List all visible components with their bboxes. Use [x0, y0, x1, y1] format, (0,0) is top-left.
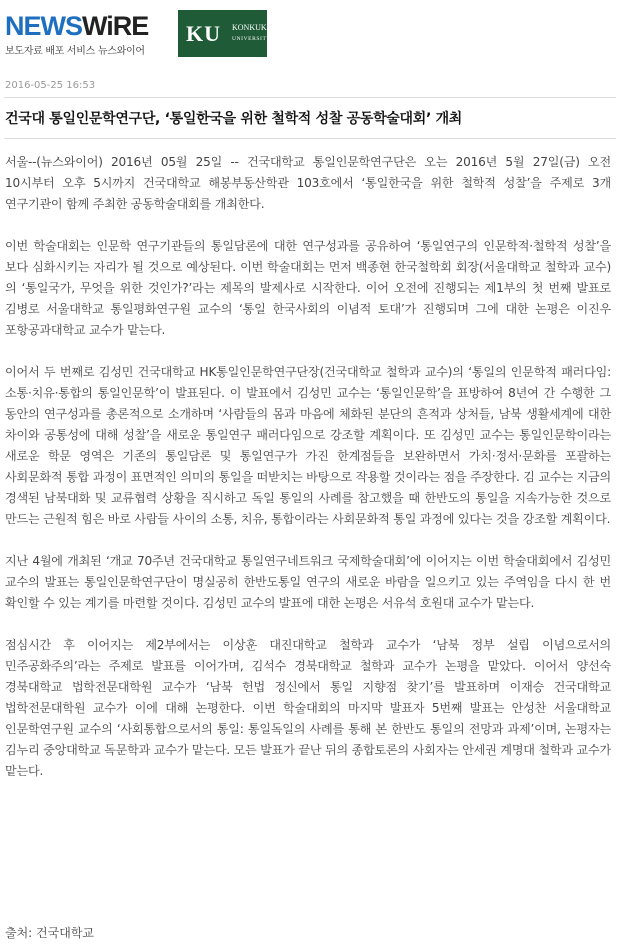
- article-paragraph-1: 서울--(뉴스와이어) 2016년 05월 25일 -- 건국대학교 통일인문학연구단은 오는 2016년 5월 27일(금) 오전 10시부터 오후 5시까지 건국대학교 해봉부동산학관 103호에서 ‘통일한국을 위한 철학적 성찰’을 주제로 3개 연구기관이 함께 주최한 공동학술대회를 개최한다.: [5, 155, 611, 211]
- newswire-logo[interactable]: [5, 12, 148, 57]
- article-paragraph-5: 점심시간 후 이어지는 제2부에서는 이상훈 대진대학교 철학과 교수가 ‘남북 정부 설립 이념으로서의 민주공화주의’라는 주제로 발표를 이어가며, 김석수 경북대학교 철학과 교수가 논평을 맡았다. 이어서 양선숙 경북대학교 법학전문대학원 교수가 ‘남북 헌법 정신에서 통일 지향점 찾기’를 발표하며 이재승 건국대학교 법학전문대학원 교수가 이에 대해 논평한다. 이번 학술대회의 마지막 발표자 5번째 발표는 안성찬 서울대학교 인문학연구원 교수의 ‘사회통합으로서의 통일: 통일독일의 사례를 통해 본 한반도 통일의 전망과 과제’이며, 논평자는 김누리 중앙대학교 독문학과 교수가 맡는다. 모든 발표가 끝난 뒤의 종합토론의 사회자는 안세권 계명대 철학과 교수가 맡는다.: [5, 638, 611, 778]
- ku-logo-line1: KONKUK: [232, 23, 267, 32]
- title-divider-top: [4, 97, 616, 98]
- article-date: 2016-05-25 16:53: [5, 80, 96, 91]
- article-source: 출처: 건국대학교: [5, 926, 95, 940]
- newswire-tagline: 보도자료 배포 서비스 뉴스와이어: [5, 46, 145, 57]
- ku-mark: KU: [186, 20, 221, 46]
- article-paragraph-3: 이어서 두 번째로 김성민 건국대학교 HK통일인문학연구단장(건국대학교 철학과 교수)의 ‘통일의 인문학적 패러다임: 소통·치유·통합의 통일인문학’이 발표된다. 이 발표에서 김성민 교수는 ‘통일인문학’을 표방하여 8년여 간 수행한 그 동안의 연구성과를 총론적으로 소개하며 ‘사람들의 몸과 마음에 체화된 분단의 흔적과 상처들, 남북 생활세계에 대한 차이와 공통성에 대해 성찰’을 새로운 통일연구 패러다임으로 강조할 계획이다. 또 김성민 교수는 통일인문학이라는 새로운 학문 영역은 기존의 통일담론 및 통일연구가 가진 한계점들을 보완하면서 가치·정서·문화를 포괄하는 사회문화적 통합 과정이 표면적인 의미의 통일을 떠받치는 바탕으로 작용할 것이라는 점을 주장한다. 김 교수는 지금의 경색된 남북대화 및 교류협력 상황을 직시하고 독일 통일의 사례를 참고했을 때 한반도의 통일을 지속가능한 것으로 만드는 근원적 힘은 바로 사람들 사이의 소통, 치유, 통합이라는 사회문화적 통일 과정에 있다는 것을 강조할 계획이다.: [5, 365, 611, 526]
- article-body: [5, 152, 611, 803]
- article-paragraph-4: 지난 4월에 개최된 ‘개교 70주년 건국대학교 통일연구네트워크 국제학술대회’에 이어지는 이번 학술대회에서 김성민 교수의 발표는 통일인문학연구단이 명실공히 한반도통일 연구의 새로운 바람을 일으키고 있는 주역임을 다시 한 번 확인할 수 있는 계기를 마련할 것이다. 김성민 교수의 발표에 대한 논평은 서유석 호원대 교수가 맡는다.: [5, 554, 611, 610]
- article-paragraph-2: 이번 학술대회는 인문학 연구기관들의 통일담론에 대한 연구성과를 공유하여 ‘통일연구의 인문학적·철학적 성찰’을 보다 심화시키는 자리가 될 것으로 예상된다. 이번 학술대회는 먼저 백종현 한국철학회 회장(서울대학교 철학과 교수)의 ‘통일국가, 무엇을 위한 것인가?’라는 제목의 발제사로 시작한다. 이어 오전에 진행되는 제1부의 첫 번째 발표로 김병로 서울대학교 통일평화연구원 교수의 ‘통일 한국사회의 이념적 토대’가 진행되며 그에 대한 논평은 이진우 포항공과대학교 교수가 맡는다.: [5, 239, 611, 337]
- ku-logo-line2: UNIVERSITY: [232, 36, 271, 42]
- newswire-wordmark-wire: WiRE: [82, 11, 149, 41]
- header: [0, 0, 620, 78]
- article-title: 건국대 통일인문학연구단, ‘통일한국을 위한 철학적 성찰 공동학술대회’ 개최: [5, 111, 463, 127]
- newswire-wordmark: [5, 12, 148, 40]
- ku-logo-text: [232, 23, 271, 44]
- title-area: [0, 97, 620, 139]
- konkuk-university-logo: [178, 10, 271, 57]
- title-divider-bottom: [4, 138, 616, 139]
- newswire-wordmark-news: NEWS: [5, 11, 82, 41]
